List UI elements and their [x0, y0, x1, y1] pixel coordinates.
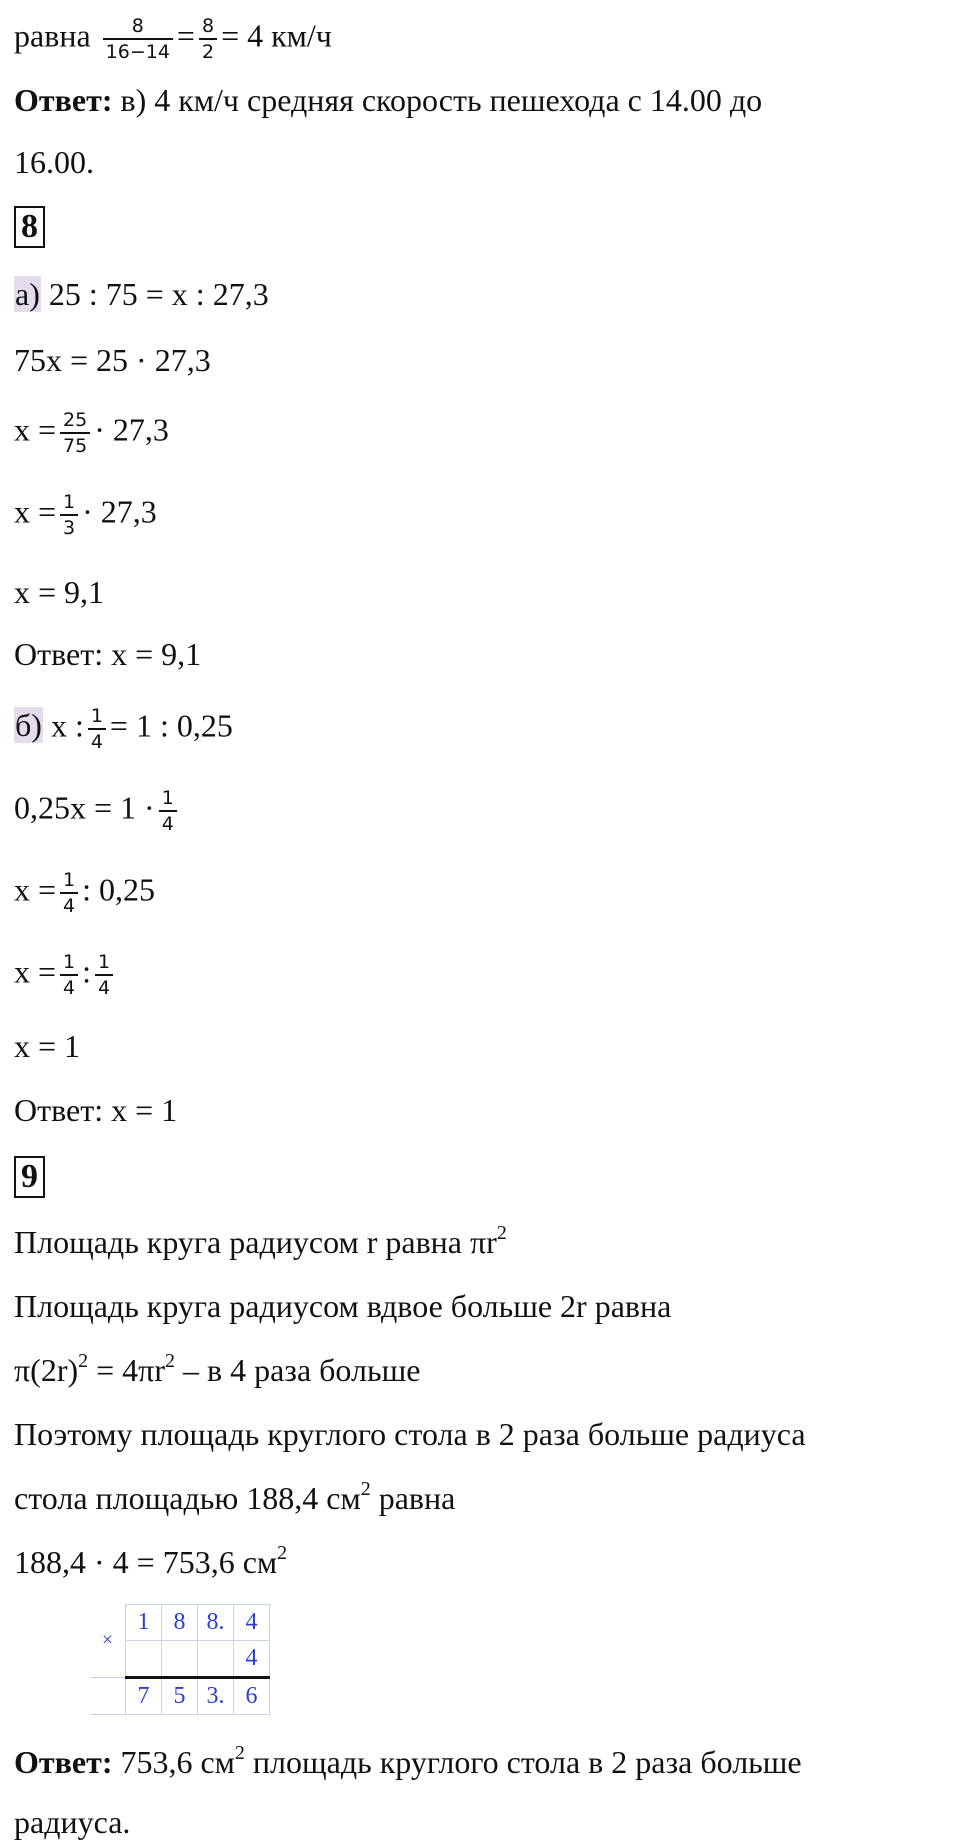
fraction-8-over-diff — [103, 14, 173, 64]
text: = 4πr — [88, 1352, 165, 1388]
task-9-p1 — [14, 1222, 507, 1262]
fraction-25-75 — [60, 408, 90, 458]
text: равна — [370, 1480, 456, 1516]
task-9-p2: Площадь круга радиусом вдвое больше 2r равна — [14, 1288, 672, 1324]
task-9-p4: Поэтому площадь круглого стола в 2 раза больше радиуса — [14, 1416, 806, 1452]
digit-cell — [162, 1641, 198, 1678]
fraction-1-4 — [60, 950, 78, 1000]
digit-cell — [198, 1641, 234, 1678]
task-number-8: 8 — [14, 206, 45, 248]
empty-cell — [90, 1678, 126, 1715]
multiplication-table — [90, 1604, 270, 1715]
task-9-answer-cont: радиуса. — [14, 1804, 131, 1840]
fraction-1-4 — [60, 868, 78, 918]
denominator: 3 — [60, 514, 78, 540]
task-8a-step3 — [14, 490, 157, 540]
task-number-9: 9 — [14, 1156, 45, 1198]
task-8a-line — [14, 274, 269, 314]
task-8-heading — [14, 206, 45, 248]
answer-1 — [14, 80, 762, 120]
denominator: 4 — [60, 974, 78, 1000]
digit-cell — [126, 1641, 162, 1678]
part-a-label: а) — [15, 276, 40, 312]
numerator: 1 — [90, 705, 103, 727]
task-8b-result: x = 1 — [14, 1028, 81, 1064]
numerator: 1 — [63, 491, 76, 513]
digit-cell: 6 — [234, 1678, 270, 1715]
lhs: x = — [14, 871, 57, 908]
task-8b-step3 — [14, 950, 117, 1000]
task-8b-step2 — [14, 868, 155, 918]
task-8a-step2 — [14, 408, 169, 458]
digit-cell: 4 — [234, 1641, 270, 1678]
lhs: 0,25x = 1 · — [14, 789, 155, 826]
task-9-p5 — [14, 1478, 455, 1518]
fraction-1-4-second — [95, 950, 113, 1000]
text: Площадь круга радиусом r равна πr — [14, 1224, 497, 1260]
denominator: 4 — [60, 892, 78, 918]
denominator: 4 — [95, 974, 113, 1000]
lhs: x = — [14, 493, 57, 530]
digit-cell: 3. — [198, 1678, 234, 1715]
text-ravna: равна — [14, 17, 91, 54]
rhs: · 27,3 — [94, 411, 169, 448]
task-9-p3 — [14, 1350, 420, 1390]
equals: = — [176, 17, 195, 54]
answer-text: в) 4 км/ч средняя скорость пешехода с 14.00 до — [120, 82, 763, 118]
task-9-answer — [14, 1742, 802, 1782]
speed-result: = 4 км/ч — [221, 17, 332, 54]
fraction-1-4 — [159, 786, 177, 836]
task-8b-line — [14, 704, 233, 754]
lhs: x : — [50, 707, 84, 744]
denominator: 75 — [60, 432, 90, 458]
fraction-1-4 — [88, 704, 106, 754]
digit-cell: 4 — [234, 1605, 270, 1641]
superscript: 2 — [277, 1542, 288, 1564]
denominator: 4 — [88, 728, 106, 754]
numerator: 8 — [131, 15, 144, 37]
numerator: 25 — [63, 409, 88, 431]
numerator: 1 — [63, 951, 76, 973]
part-b-label: б) — [15, 707, 42, 744]
answer-value: 753,6 см — [120, 1744, 235, 1780]
numerator: 1 — [98, 951, 111, 973]
rhs: = 1 : 0,25 — [109, 707, 233, 744]
text: 188,4 · 4 = 753,6 см — [14, 1544, 278, 1580]
lhs: x = — [14, 953, 57, 990]
task-8b-step1 — [14, 786, 181, 836]
divide-sign: : — [82, 953, 92, 990]
task-8a-result: x = 9,1 — [14, 574, 105, 610]
rhs: · 27,3 — [82, 493, 157, 530]
denominator: 2 — [199, 38, 217, 64]
numerator: 1 — [63, 869, 76, 891]
multiplicand-row — [90, 1605, 270, 1641]
fraction-8-over-2 — [199, 14, 217, 64]
superscript: 2 — [360, 1478, 371, 1500]
digit-cell: 5 — [162, 1678, 198, 1715]
digit-cell: 1 — [126, 1605, 162, 1641]
digit-cell: 8. — [198, 1605, 234, 1641]
numerator: 8 — [201, 15, 215, 37]
task-8a-answer: Ответ: x = 9,1 — [14, 636, 202, 672]
text: π(2r) — [14, 1352, 79, 1388]
answer-text: площадь круглого стола в 2 раза больше — [244, 1744, 802, 1780]
superscript: 2 — [78, 1350, 89, 1372]
speed-line — [14, 14, 332, 64]
rhs: : 0,25 — [82, 871, 156, 908]
digit-cell: 7 — [126, 1678, 162, 1715]
superscript: 2 — [496, 1222, 507, 1244]
task-9-p6 — [14, 1542, 287, 1582]
text: стола площадью 188,4 см — [14, 1480, 361, 1516]
multiply-sign: × — [90, 1605, 126, 1678]
task-8b-answer: Ответ: x = 1 — [14, 1092, 178, 1128]
numerator: 1 — [161, 787, 174, 809]
text: – в 4 раза больше — [174, 1352, 421, 1388]
answer-label: Ответ: — [14, 82, 113, 118]
digit-cell: 8 — [162, 1605, 198, 1641]
fraction-1-3 — [60, 490, 78, 540]
answer-1-cont: 16.00. — [14, 144, 94, 180]
proportion-a: 25 : 75 = x : 27,3 — [48, 276, 269, 312]
answer-label: Ответ: — [14, 1744, 113, 1780]
task-9-heading — [14, 1156, 45, 1198]
denominator: 4 — [159, 810, 177, 836]
denominator: 16−14 — [103, 38, 173, 64]
superscript: 2 — [164, 1350, 175, 1372]
product-row — [90, 1678, 270, 1715]
superscript: 2 — [234, 1742, 245, 1764]
task-8a-step1: 75x = 25 · 27,3 — [14, 342, 211, 378]
lhs: x = — [14, 411, 57, 448]
